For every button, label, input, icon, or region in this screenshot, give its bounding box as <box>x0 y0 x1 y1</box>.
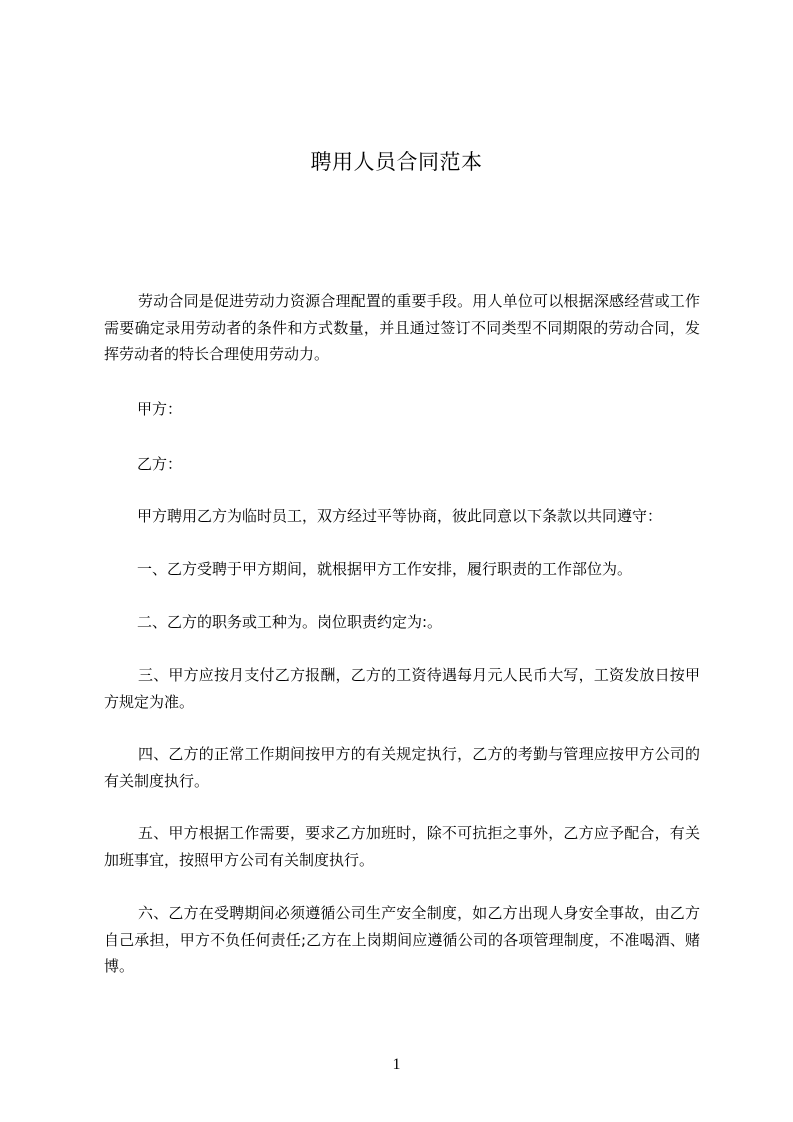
document-title: 聘用人员合同范本 <box>310 150 483 174</box>
clause-1: 一、乙方受聘于甲方期间，就根据甲方工作安排，履行职责的工作部位为。 <box>137 560 633 578</box>
preamble-paragraph: 甲方聘用乙方为临时员工，双方经过平等协商，彼此同意以下条款以共同遵守： <box>137 507 663 525</box>
intro-paragraph: 劳动合同是促进劳动力资源合理配置的重要手段。用人单位可以根据深感经营或工作需要确定录用劳动者的条件和方式数量，并且通过签订不同类型不同期限的劳动合同，发挥劳动者的特长合理使用劳动力。 <box>104 292 700 363</box>
clause-5: 五、甲方根据工作需要，要求乙方加班时，除不可抗拒之事外，乙方应予配合，有关加班事宜，按照甲方公司有关制度执行。 <box>104 824 700 869</box>
clause-6: 六、乙方在受聘期间必须遵循公司生产安全制度，如乙方出现人身安全事故，由乙方自己承担，甲方不负任何责任;乙方在上岗期间应遵循公司的各项管理制度，不准喝酒、赌博。 <box>104 904 700 975</box>
page-number: 1 <box>392 1056 401 1073</box>
clause-2: 二、乙方的职务或工种为。岗位职责约定为:。 <box>137 613 443 631</box>
clause-3: 三、甲方应按月支付乙方报酬，乙方的工资待遇每月元人民币大写，工资发放日按甲方规定为准。 <box>104 666 700 711</box>
clause-4: 四、乙方的正常工作期间按甲方的有关规定执行，乙方的考勤与管理应按甲方公司的有关制度执行。 <box>104 745 700 790</box>
party-a-label: 甲方： <box>137 400 183 418</box>
party-b-label: 乙方： <box>137 455 183 473</box>
